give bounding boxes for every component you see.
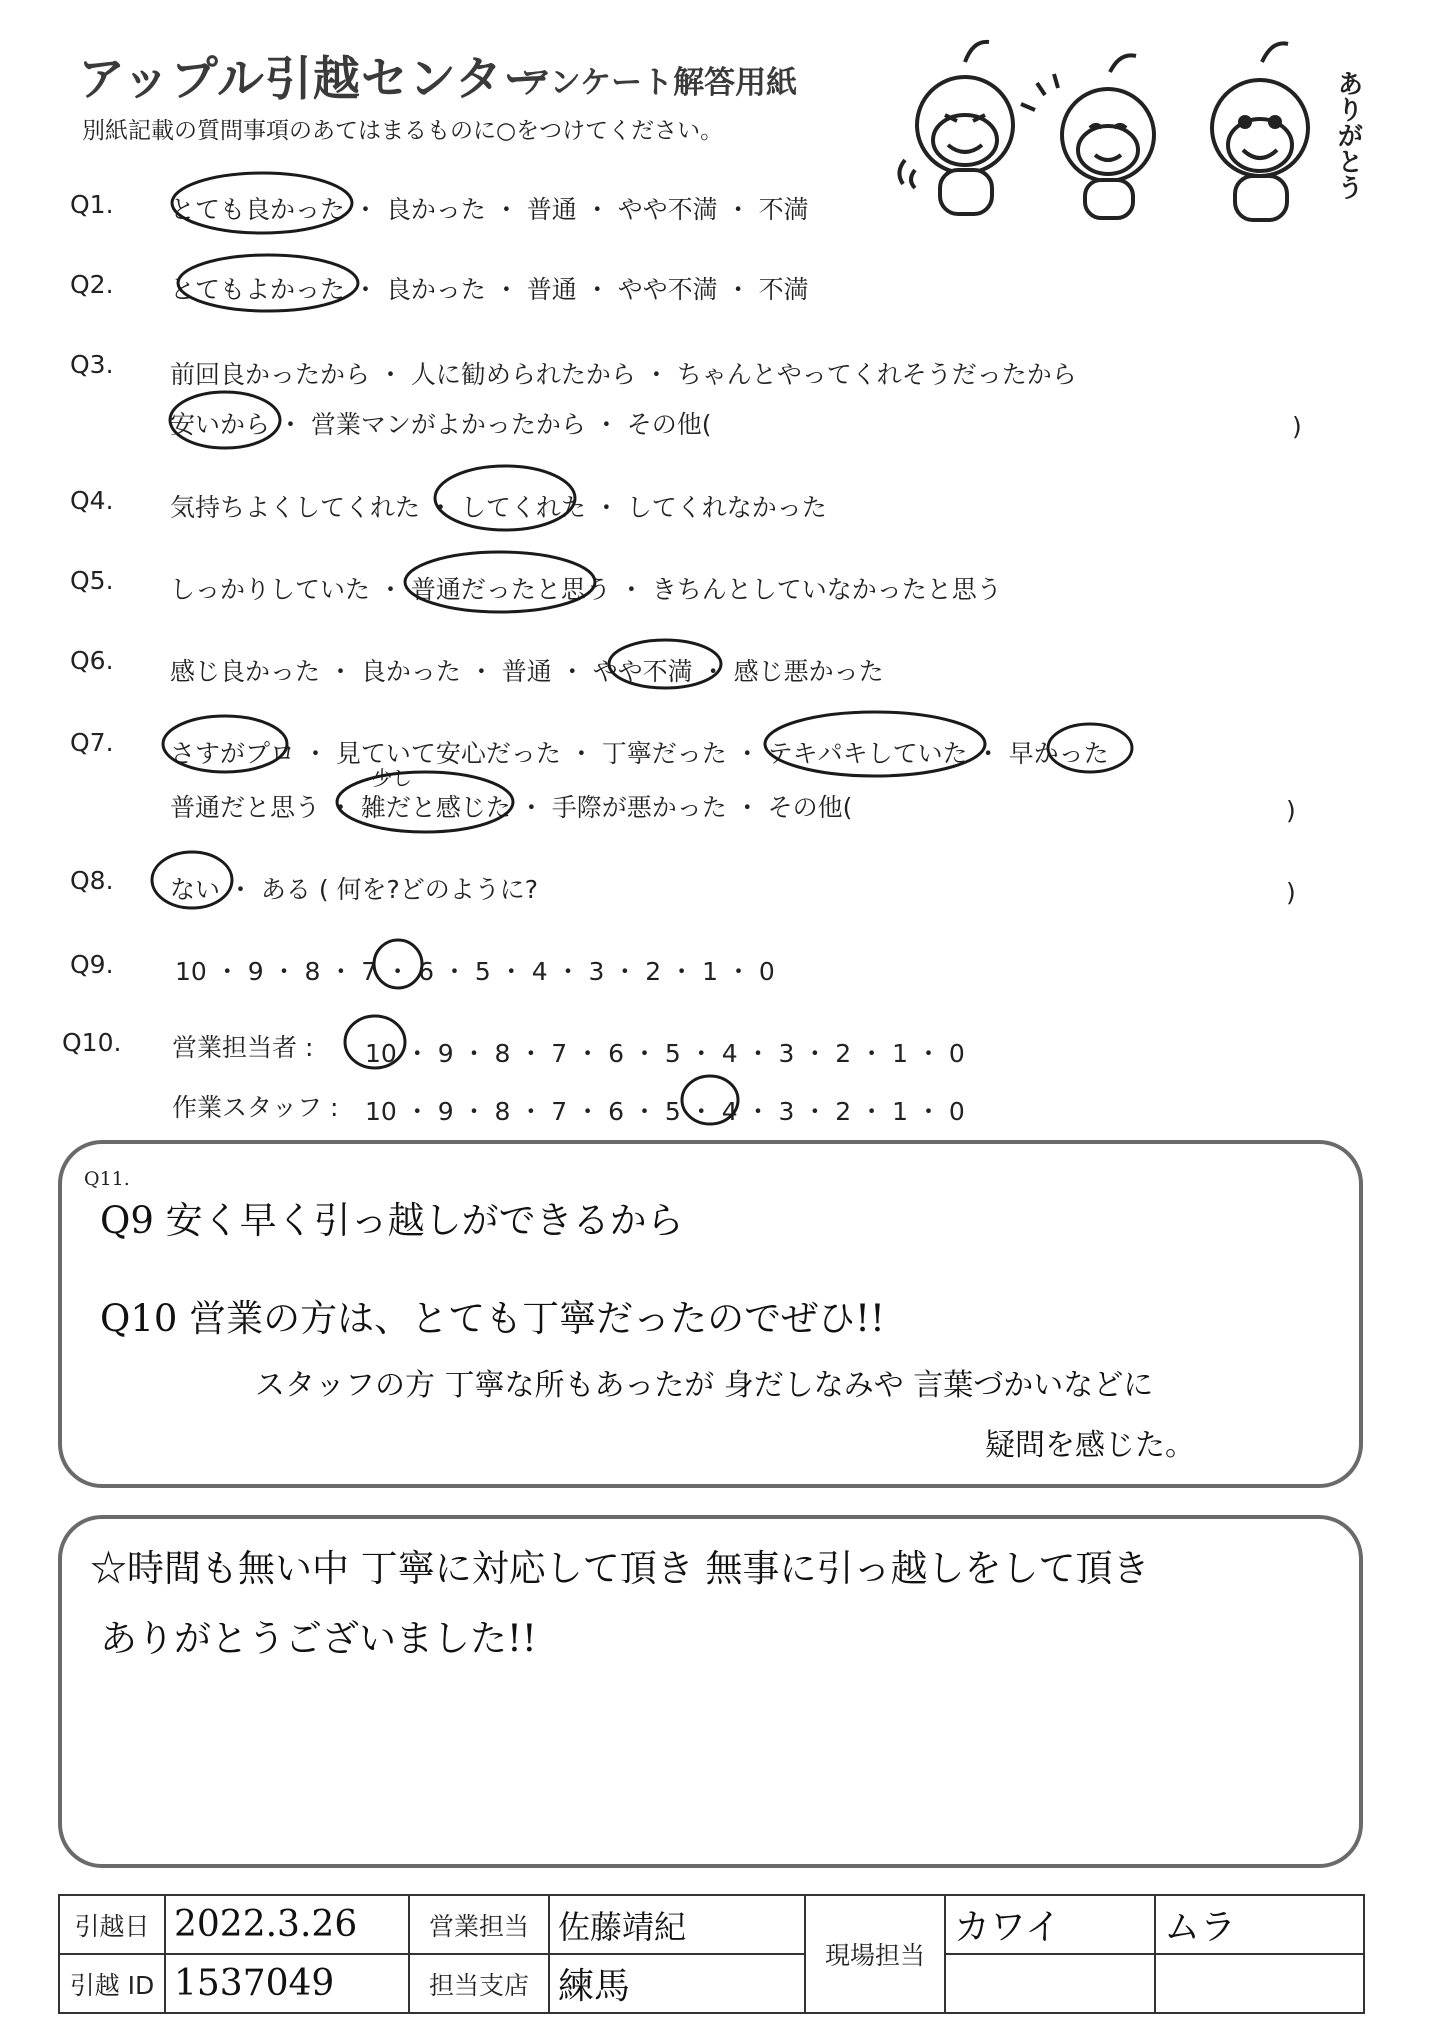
q3-options-line2: 安いから ・ 営業マンがよかったから ・ その他(: [170, 410, 712, 439]
site-staff-empty-1: [945, 1954, 1155, 2013]
move-date-value: 2022.3.26: [165, 1895, 409, 1954]
q3-options-line1: 前回良かったから ・ 人に勧められたから ・ ちゃんとやってくれそうだったから: [170, 360, 1077, 389]
sales-rep-label: 営業担当: [409, 1895, 549, 1954]
q4-options: 気持ちよくしてくれた ・ してくれた ・ してくれなかった: [170, 493, 827, 522]
q10-staff-scale: 10 ・ 9 ・ 8 ・ 7 ・ 6 ・ 5 ・ 4 ・ 3 ・ 2 ・ 1 ・ 0: [365, 1097, 965, 1126]
q11-line4: 疑問を感じた。: [985, 1428, 1195, 1463]
q7-options-line1: さすがプロ ・ 見ていて安心だった ・ 丁寧だった ・ テキパキしていた ・ 早かった: [170, 739, 1109, 768]
q6-options: 感じ良かった ・ 良かった ・ 普通 ・ やや不満 ・ 感じ悪かった: [170, 657, 884, 686]
q7-answer-circle-pro: [163, 716, 287, 772]
q4-answer-circle: [435, 466, 575, 530]
move-id-label: 引越 ID: [59, 1954, 165, 2013]
q7-handwritten-note: 少し: [372, 766, 412, 790]
q11-line3: スタッフの方 丁寧な所もあったが 身だしなみや 言葉づかいなどに: [255, 1368, 1154, 1403]
q8-answer-circle: [152, 852, 232, 908]
q10-staff-label: 作業スタッフ :: [172, 1093, 339, 1122]
q8-options: ない ・ ある ( 何を?どのように?: [170, 875, 539, 904]
q4-label: Q4.: [70, 486, 114, 515]
q11-label: Q11.: [84, 1168, 130, 1190]
q3-label: Q3.: [70, 350, 114, 379]
q5-options: しっかりしていた ・ 普通だったと思う ・ きちんとしていなかったと思う: [170, 575, 1002, 604]
q3-answer-circle: [170, 392, 280, 448]
q2-options: とてもよかった ・ 良かった ・ 普通 ・ やや不満 ・ 不満: [170, 275, 809, 304]
q10-sales-answer-circle: [345, 1016, 405, 1068]
q10-sales-scale: 10 ・ 9 ・ 8 ・ 7 ・ 6 ・ 5 ・ 4 ・ 3 ・ 2 ・ 1 ・ 0: [365, 1039, 965, 1068]
free-comment-line1: ☆時間も無い中 丁寧に対応して頂き 無事に引っ越しをして頂き: [90, 1547, 1150, 1590]
site-staff-2: ムラ: [1155, 1895, 1364, 1954]
document-title: アンケート解答用紙: [520, 65, 798, 101]
q1-options: とても良かった ・ 良かった ・ 普通 ・ やや不満 ・ 不満: [170, 195, 809, 224]
q2-label: Q2.: [70, 270, 114, 299]
q7-answer-circle-zatsu: [337, 772, 513, 832]
q10-staff-answer-circle: [682, 1076, 738, 1124]
q5-label: Q5.: [70, 566, 114, 595]
site-staff-1: カワイ: [945, 1895, 1155, 1954]
site-staff-label: 現場担当: [805, 1895, 945, 2013]
q9-scale: 10 ・ 9 ・ 8 ・ 7 ・ 6 ・ 5 ・ 4 ・ 3 ・ 2 ・ 1 ・ 0: [175, 957, 775, 986]
q1-label: Q1.: [70, 190, 114, 219]
q10-sales-label: 営業担当者 :: [172, 1033, 314, 1062]
company-name: アップル引越センター: [78, 52, 551, 107]
q1-answer-circle: [172, 173, 352, 233]
q6-answer-circle: [609, 640, 721, 688]
q6-label: Q6.: [70, 646, 114, 675]
instruction-text: 別紙記載の質問事項のあてはまるものに○をつけてください。: [82, 118, 724, 144]
q11-line2: Q10 営業の方は、とても丁寧だったのでぜひ!!: [100, 1297, 885, 1340]
q5-answer-circle: [405, 552, 595, 612]
q8-label: Q8.: [70, 866, 114, 895]
q7-answer-circle-hayakatta: [1048, 724, 1132, 772]
free-comment-line2: ありがとうございました!!: [100, 1617, 537, 1660]
q8-close-paren: ): [1286, 878, 1296, 907]
q2-answer-circle: [178, 255, 358, 311]
q11-line1: Q9 安く早く引っ越しができるから: [100, 1199, 684, 1242]
q7-answer-circle-tekipaki: [765, 712, 985, 776]
move-id-value: 1537049: [165, 1954, 409, 2013]
q3-close-paren: ): [1292, 412, 1302, 441]
q7-options-line2: 普通だと思う ・ 雑だと感じた ・ 手際が悪かった ・ その他(: [170, 793, 853, 822]
sales-rep-value: 佐藤靖紀: [549, 1895, 805, 1954]
branch-label: 担当支店: [409, 1954, 549, 2013]
footer-info-table: [58, 1894, 1365, 2014]
q9-label: Q9.: [70, 950, 114, 979]
move-date-label: 引越日: [59, 1895, 165, 1954]
q7-close-paren: ): [1286, 796, 1296, 825]
site-staff-empty-2: [1155, 1954, 1364, 2013]
q7-label: Q7.: [70, 728, 114, 757]
branch-value: 練馬: [549, 1954, 805, 2013]
mascot-caption: ありがとう: [1333, 70, 1363, 200]
q10-label: Q10.: [62, 1028, 122, 1057]
q9-answer-circle: [374, 940, 422, 988]
